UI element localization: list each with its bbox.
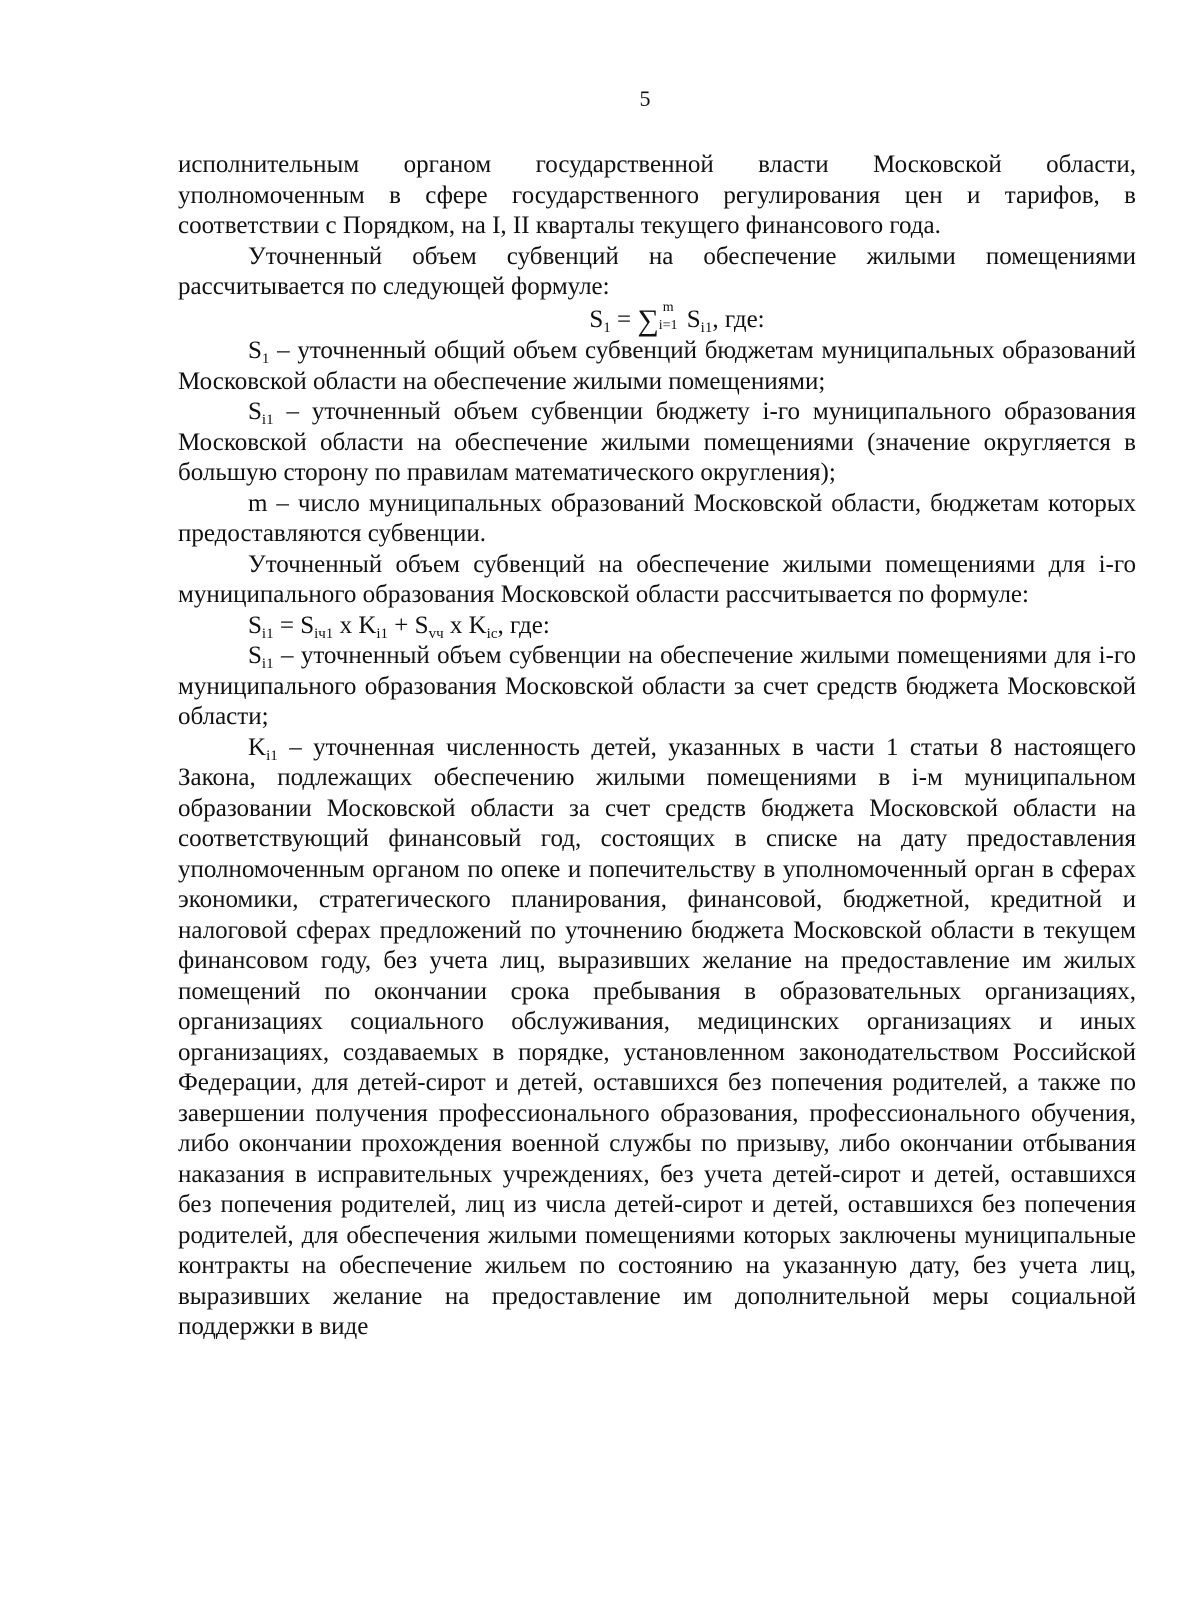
- document-body: [178, 150, 1136, 1343]
- definition-subscript: i1: [266, 747, 278, 764]
- formula2-b-subscript: vч: [428, 625, 444, 642]
- paragraph-formula2-intro: Уточненный объем субвенций на обеспечение жилыми помещениями для i-го муниципального образования Московской области рассчитывается по формуле:: [178, 550, 1136, 608]
- formula-municipal-subvention: [178, 611, 1136, 642]
- definition-ki1: [178, 733, 1136, 1343]
- definition-subscript: i1: [261, 656, 274, 672]
- formula2-s: S: [248, 611, 262, 639]
- sum-limits: [658, 299, 685, 333]
- definition-text: – уточненная численность детей, указанных в части 1 статьи 8 настоящего Закона, подлежащих обеспечению жилыми помещениями в i-м муниципальном образовании Московской области за счет средств бюджета Московской области на соответствующий финансовый год, состоящих в списке на дату предоставления уполномоченным органом по опеке и попечительству в уполномоченный орган в сферах экономики, стратегического планирования, финансовой, бюджетной, кредитной и налоговой сферах предложений по уточнению бюджета Московской области в текущем финансовом году, без учета лиц, выразивших желание на предоставление им жилых помещений по окончании срока пребывания в образовательных организациях, организациях социального обслуживания, медицинских организациях и иных организациях, создаваемых в порядке, установленном законодательством Российской Федерации, для детей-сирот и детей, оставшихся без попечения родителей, а также по завершении получения профессионального образования, профессионального обучения, либо окончании прохождения военной службы по призыву, либо окончании отбывания наказания в исправительных учреждениях, без учета детей-сирот и детей, оставшихся без попечения родителей, лиц из числа детей-сирот и детей, оставшихся без попечения родителей, для обеспечения жилыми помещениями которых заключены муниципальные контракты на обеспечение жильем по состоянию на указанную дату, без учета лиц, выразивших желание на предоставление им дополнительной меры социальной поддержки в виде: [178, 733, 1136, 1340]
- definition-symbol: S: [248, 337, 262, 364]
- definition-text: – уточненный объем субвенции бюджету i-го муниципального образования Московской области на обеспечение жилыми помещениями (значение округляется в большую сторону по правилам математического округления);: [178, 398, 1136, 486]
- definition-symbol: S: [248, 642, 262, 669]
- definition-subscript: i1: [261, 412, 274, 428]
- sum-upper-limit: m: [662, 299, 674, 315]
- formula2-equals: =: [273, 611, 301, 639]
- formula-term-symbol: S: [686, 305, 701, 333]
- definition-si1-municipal: [178, 641, 1136, 733]
- formula2-a-subscript: iч1: [314, 625, 334, 642]
- formula2-plus: +: [388, 611, 415, 639]
- formula2-times-2: x: [443, 611, 469, 639]
- definition-symbol: S: [248, 398, 262, 425]
- definition-si1: [178, 397, 1136, 489]
- formula2-s-subscript: i1: [261, 625, 274, 642]
- definition-text: – уточненный объем субвенции на обеспечение жилыми помещениями для i-го муниципального образования Московской области за счет средств бюджета Московской области;: [178, 642, 1136, 730]
- paragraph-authority-continuation: исполнительным органом государственной власти Московской области, уполномоченным в сфере государственного регулирования цен и тарифов, в соответствии с Порядком, на I, II кварталы текущего финансового года.: [178, 151, 1136, 239]
- paragraph-formula-intro: Уточненный объем субвенций на обеспечение жилыми помещениями рассчитывается по следующей формуле:: [178, 242, 1136, 300]
- formula2-b: S: [414, 611, 429, 639]
- formula-equals: =: [610, 305, 638, 333]
- definition-text: – уточненный общий объем субвенций бюджетам муниципальных образований Московской области на обеспечение жилыми помещениями;: [178, 337, 1136, 395]
- sum-lower-limit: i=1: [658, 317, 678, 333]
- definition-s1: [178, 336, 1136, 397]
- formula-lhs-subscript: 1: [603, 319, 611, 336]
- formula2-c: K: [468, 611, 487, 639]
- formula2-a: S: [300, 611, 315, 639]
- sum-sign: ∑: [637, 303, 659, 337]
- formula-total-subvention: [178, 299, 1136, 337]
- formula-term-subscript: i1: [700, 319, 713, 336]
- formula-tail: , где:: [712, 305, 765, 333]
- formula2-c-subscript: ic: [486, 625, 498, 642]
- formula2-k: K: [358, 611, 377, 639]
- definition-m: m – число муниципальных образований Московской области, бюджетам которых предоставляются субвенции.: [178, 489, 1136, 547]
- formula2-tail: , где:: [497, 611, 550, 639]
- formula2-k-subscript: i1: [376, 625, 389, 642]
- definition-subscript: 1: [261, 351, 270, 367]
- definition-symbol: K: [248, 733, 267, 761]
- formula-lhs-symbol: S: [589, 305, 604, 333]
- formula2-times-1: x: [333, 611, 359, 639]
- page-number: 5: [639, 86, 651, 111]
